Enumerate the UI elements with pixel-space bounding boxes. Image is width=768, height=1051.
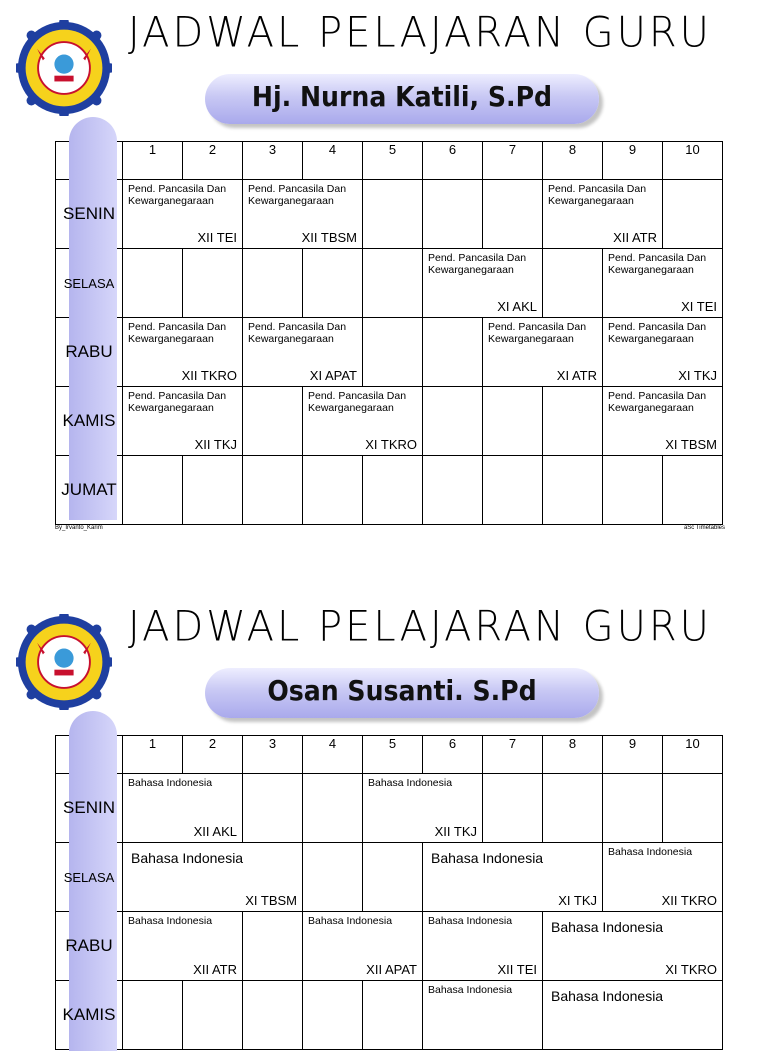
day-label-cell (56, 843, 123, 912)
schedule-2 (0, 594, 768, 1024)
lesson-subject: Bahasa Indonesia (428, 984, 513, 996)
lesson-cell (603, 249, 723, 318)
hour-cell: 9 (603, 736, 663, 774)
lesson-cell (123, 774, 243, 843)
lesson-subject: Bahasa Indonesia (428, 915, 513, 927)
lesson-subject: Pend. Pancasila Dan Kewarganegaraan (608, 252, 707, 276)
empty-cell (363, 180, 423, 249)
lesson-class: XI TKRO (365, 437, 417, 452)
empty-cell (543, 387, 603, 456)
empty-cell (243, 981, 303, 1050)
empty-cell (123, 249, 183, 318)
day-label: SELASA (63, 275, 115, 291)
day-label: KAMIS (62, 1005, 116, 1024)
lesson-class: XII AKL (193, 824, 237, 839)
empty-cell (363, 843, 423, 912)
footer-credit: By_Irvanto_Karim (55, 525, 103, 531)
teacher-name: Osan Susanti. S.Pd (267, 674, 537, 707)
empty-cell (183, 249, 243, 318)
lesson-cell (243, 318, 363, 387)
lesson-cell (423, 981, 543, 1050)
hour-header-row (56, 142, 723, 180)
lesson-cell (123, 180, 243, 249)
lesson-subject: Pend. Pancasila Dan Kewarganegaraan (608, 390, 707, 414)
day-label-cell (56, 180, 123, 249)
lesson-cell (603, 318, 723, 387)
empty-cell (663, 456, 723, 525)
day-row-kamis (56, 387, 723, 456)
lesson-class: XI TKJ (678, 368, 717, 383)
lesson-subject: Pend. Pancasila Dan Kewarganegaraan (428, 252, 527, 276)
empty-cell (303, 774, 363, 843)
hour-cell: 5 (363, 736, 423, 774)
lesson-subject: Pend. Pancasila Dan Kewarganegaraan (488, 321, 587, 345)
day-row-selasa (56, 843, 723, 912)
empty-cell (303, 981, 363, 1050)
hour-header-row (56, 736, 723, 774)
lesson-class: XI TEI (681, 299, 717, 314)
lesson-subject: Pend. Pancasila Dan Kewarganegaraan (128, 321, 227, 345)
lesson-class: XII TKJ (434, 824, 477, 839)
day-label: SENIN (63, 204, 115, 223)
empty-cell (183, 456, 243, 525)
lesson-subject: Bahasa Indonesia (131, 850, 244, 866)
lesson-class: XII ATR (193, 962, 237, 977)
day-label-cell (56, 456, 123, 525)
hour-cell: 2 (183, 142, 243, 180)
empty-cell (243, 387, 303, 456)
empty-cell (243, 912, 303, 981)
lesson-cell (423, 249, 543, 318)
hour-cell: 6 (423, 736, 483, 774)
empty-cell (483, 456, 543, 525)
lesson-subject: Bahasa Indonesia (551, 919, 664, 935)
empty-cell (363, 318, 423, 387)
lesson-cell (123, 318, 243, 387)
hour-cell: 2 (183, 736, 243, 774)
lesson-cell (243, 180, 363, 249)
page-title: JADWAL PELAJARAN GURU (128, 8, 712, 58)
day-label: JUMAT (61, 480, 117, 499)
day-label-cell (56, 249, 123, 318)
lesson-cell (603, 843, 723, 912)
empty-cell (543, 774, 603, 843)
empty-cell (363, 981, 423, 1050)
day-label: RABU (65, 936, 113, 955)
school-logo-icon (16, 614, 112, 710)
lesson-class: XI ATR (556, 368, 597, 383)
empty-cell (483, 180, 543, 249)
empty-cell (603, 456, 663, 525)
hour-cell: 8 (543, 142, 603, 180)
lesson-cell (123, 387, 243, 456)
lesson-cell (543, 180, 663, 249)
day-label: KAMIS (62, 411, 116, 430)
empty-cell (663, 774, 723, 843)
empty-cell (423, 387, 483, 456)
corner-cell (56, 142, 123, 180)
day-row-rabu (56, 318, 723, 387)
day-row-rabu (56, 912, 723, 981)
lesson-subject: Bahasa Indonesia (431, 850, 544, 866)
hour-cell: 4 (303, 736, 363, 774)
day-label-cell (56, 774, 123, 843)
lesson-cell (423, 843, 603, 912)
empty-cell (603, 774, 663, 843)
lesson-cell (423, 912, 543, 981)
timetable (55, 735, 723, 1050)
day-row-senin (56, 774, 723, 843)
empty-cell (243, 774, 303, 843)
lesson-cell (303, 912, 423, 981)
lesson-class: XI TKRO (665, 962, 717, 977)
lesson-class: XII ATR (613, 230, 657, 245)
teacher-name-banner (205, 668, 599, 718)
day-label: RABU (65, 342, 113, 361)
hour-cell: 1 (123, 736, 183, 774)
lesson-cell (123, 843, 303, 912)
day-label-cell (56, 387, 123, 456)
day-label: SENIN (63, 798, 115, 817)
hour-cell: 1 (123, 142, 183, 180)
hour-cell: 4 (303, 142, 363, 180)
empty-cell (543, 249, 603, 318)
teacher-name-banner (205, 74, 599, 124)
hour-cell: 7 (483, 142, 543, 180)
day-label-cell (56, 318, 123, 387)
lesson-class: XI TBSM (245, 893, 297, 908)
lesson-subject: Pend. Pancasila Dan Kewarganegaraan (248, 183, 347, 207)
lesson-class: XII TBSM (301, 230, 357, 245)
day-row-kamis (56, 981, 723, 1050)
teacher-name: Hj. Nurna Katili, S.Pd (251, 80, 553, 113)
empty-cell (123, 981, 183, 1050)
day-row-senin (56, 180, 723, 249)
hour-cell: 10 (663, 142, 723, 180)
lesson-subject: Pend. Pancasila Dan Kewarganegaraan (128, 390, 227, 414)
lesson-subject: Pend. Pancasila Dan Kewarganegaraan (248, 321, 347, 345)
hour-cell: 9 (603, 142, 663, 180)
lesson-subject: Bahasa Indonesia (308, 915, 393, 927)
empty-cell (483, 774, 543, 843)
empty-cell (243, 456, 303, 525)
lesson-class: XI TKJ (558, 893, 597, 908)
hour-cell: 3 (243, 736, 303, 774)
empty-cell (423, 318, 483, 387)
lesson-subject: Bahasa Indonesia (128, 777, 213, 789)
lesson-class: XI AKL (497, 299, 537, 314)
lesson-class: XII APAT (366, 962, 417, 977)
lesson-subject: Pend. Pancasila Dan Kewarganegaraan (128, 183, 227, 207)
lesson-subject: Pend. Pancasila Dan Kewarganegaraan (608, 321, 707, 345)
empty-cell (363, 249, 423, 318)
empty-cell (303, 249, 363, 318)
day-row-jumat (56, 456, 723, 525)
lesson-subject: Bahasa Indonesia (368, 777, 453, 789)
lesson-cell (543, 981, 723, 1050)
empty-cell (483, 387, 543, 456)
day-label: SELASA (63, 869, 115, 885)
empty-cell (543, 456, 603, 525)
lesson-class: XII TKJ (194, 437, 237, 452)
lesson-cell (483, 318, 603, 387)
lesson-cell (123, 912, 243, 981)
hour-cell: 6 (423, 142, 483, 180)
lesson-cell (303, 387, 423, 456)
page-title: JADWAL PELAJARAN GURU (128, 602, 712, 652)
lesson-class: XII TEI (497, 962, 537, 977)
lesson-subject: Bahasa Indonesia (608, 846, 693, 858)
lesson-subject: Bahasa Indonesia (551, 988, 664, 1004)
footer-software: aSc Timetables (683, 525, 725, 531)
empty-cell (363, 456, 423, 525)
corner-cell (56, 736, 123, 774)
hour-cell: 3 (243, 142, 303, 180)
lesson-class: XII TEI (197, 230, 237, 245)
hour-cell: 5 (363, 142, 423, 180)
day-row-selasa (56, 249, 723, 318)
empty-cell (423, 180, 483, 249)
lesson-cell (363, 774, 483, 843)
day-label-cell (56, 981, 123, 1050)
empty-cell (183, 981, 243, 1050)
hour-cell: 7 (483, 736, 543, 774)
empty-cell (303, 843, 363, 912)
lesson-class: XI TBSM (665, 437, 717, 452)
lesson-subject: Pend. Pancasila Dan Kewarganegaraan (308, 390, 407, 414)
lesson-subject: Bahasa Indonesia (128, 915, 213, 927)
hour-cell: 10 (663, 736, 723, 774)
empty-cell (123, 456, 183, 525)
timetable (55, 141, 723, 525)
lesson-subject: Pend. Pancasila Dan Kewarganegaraan (548, 183, 647, 207)
lesson-class: XII TKRO (661, 893, 717, 908)
lesson-cell (543, 912, 723, 981)
hour-cell: 8 (543, 736, 603, 774)
lesson-class: XI APAT (309, 368, 357, 383)
lesson-cell (603, 387, 723, 456)
empty-cell (243, 249, 303, 318)
day-label-cell (56, 912, 123, 981)
empty-cell (303, 456, 363, 525)
school-logo-icon (16, 20, 112, 116)
empty-cell (423, 456, 483, 525)
lesson-class: XII TKRO (181, 368, 237, 383)
empty-cell (663, 180, 723, 249)
